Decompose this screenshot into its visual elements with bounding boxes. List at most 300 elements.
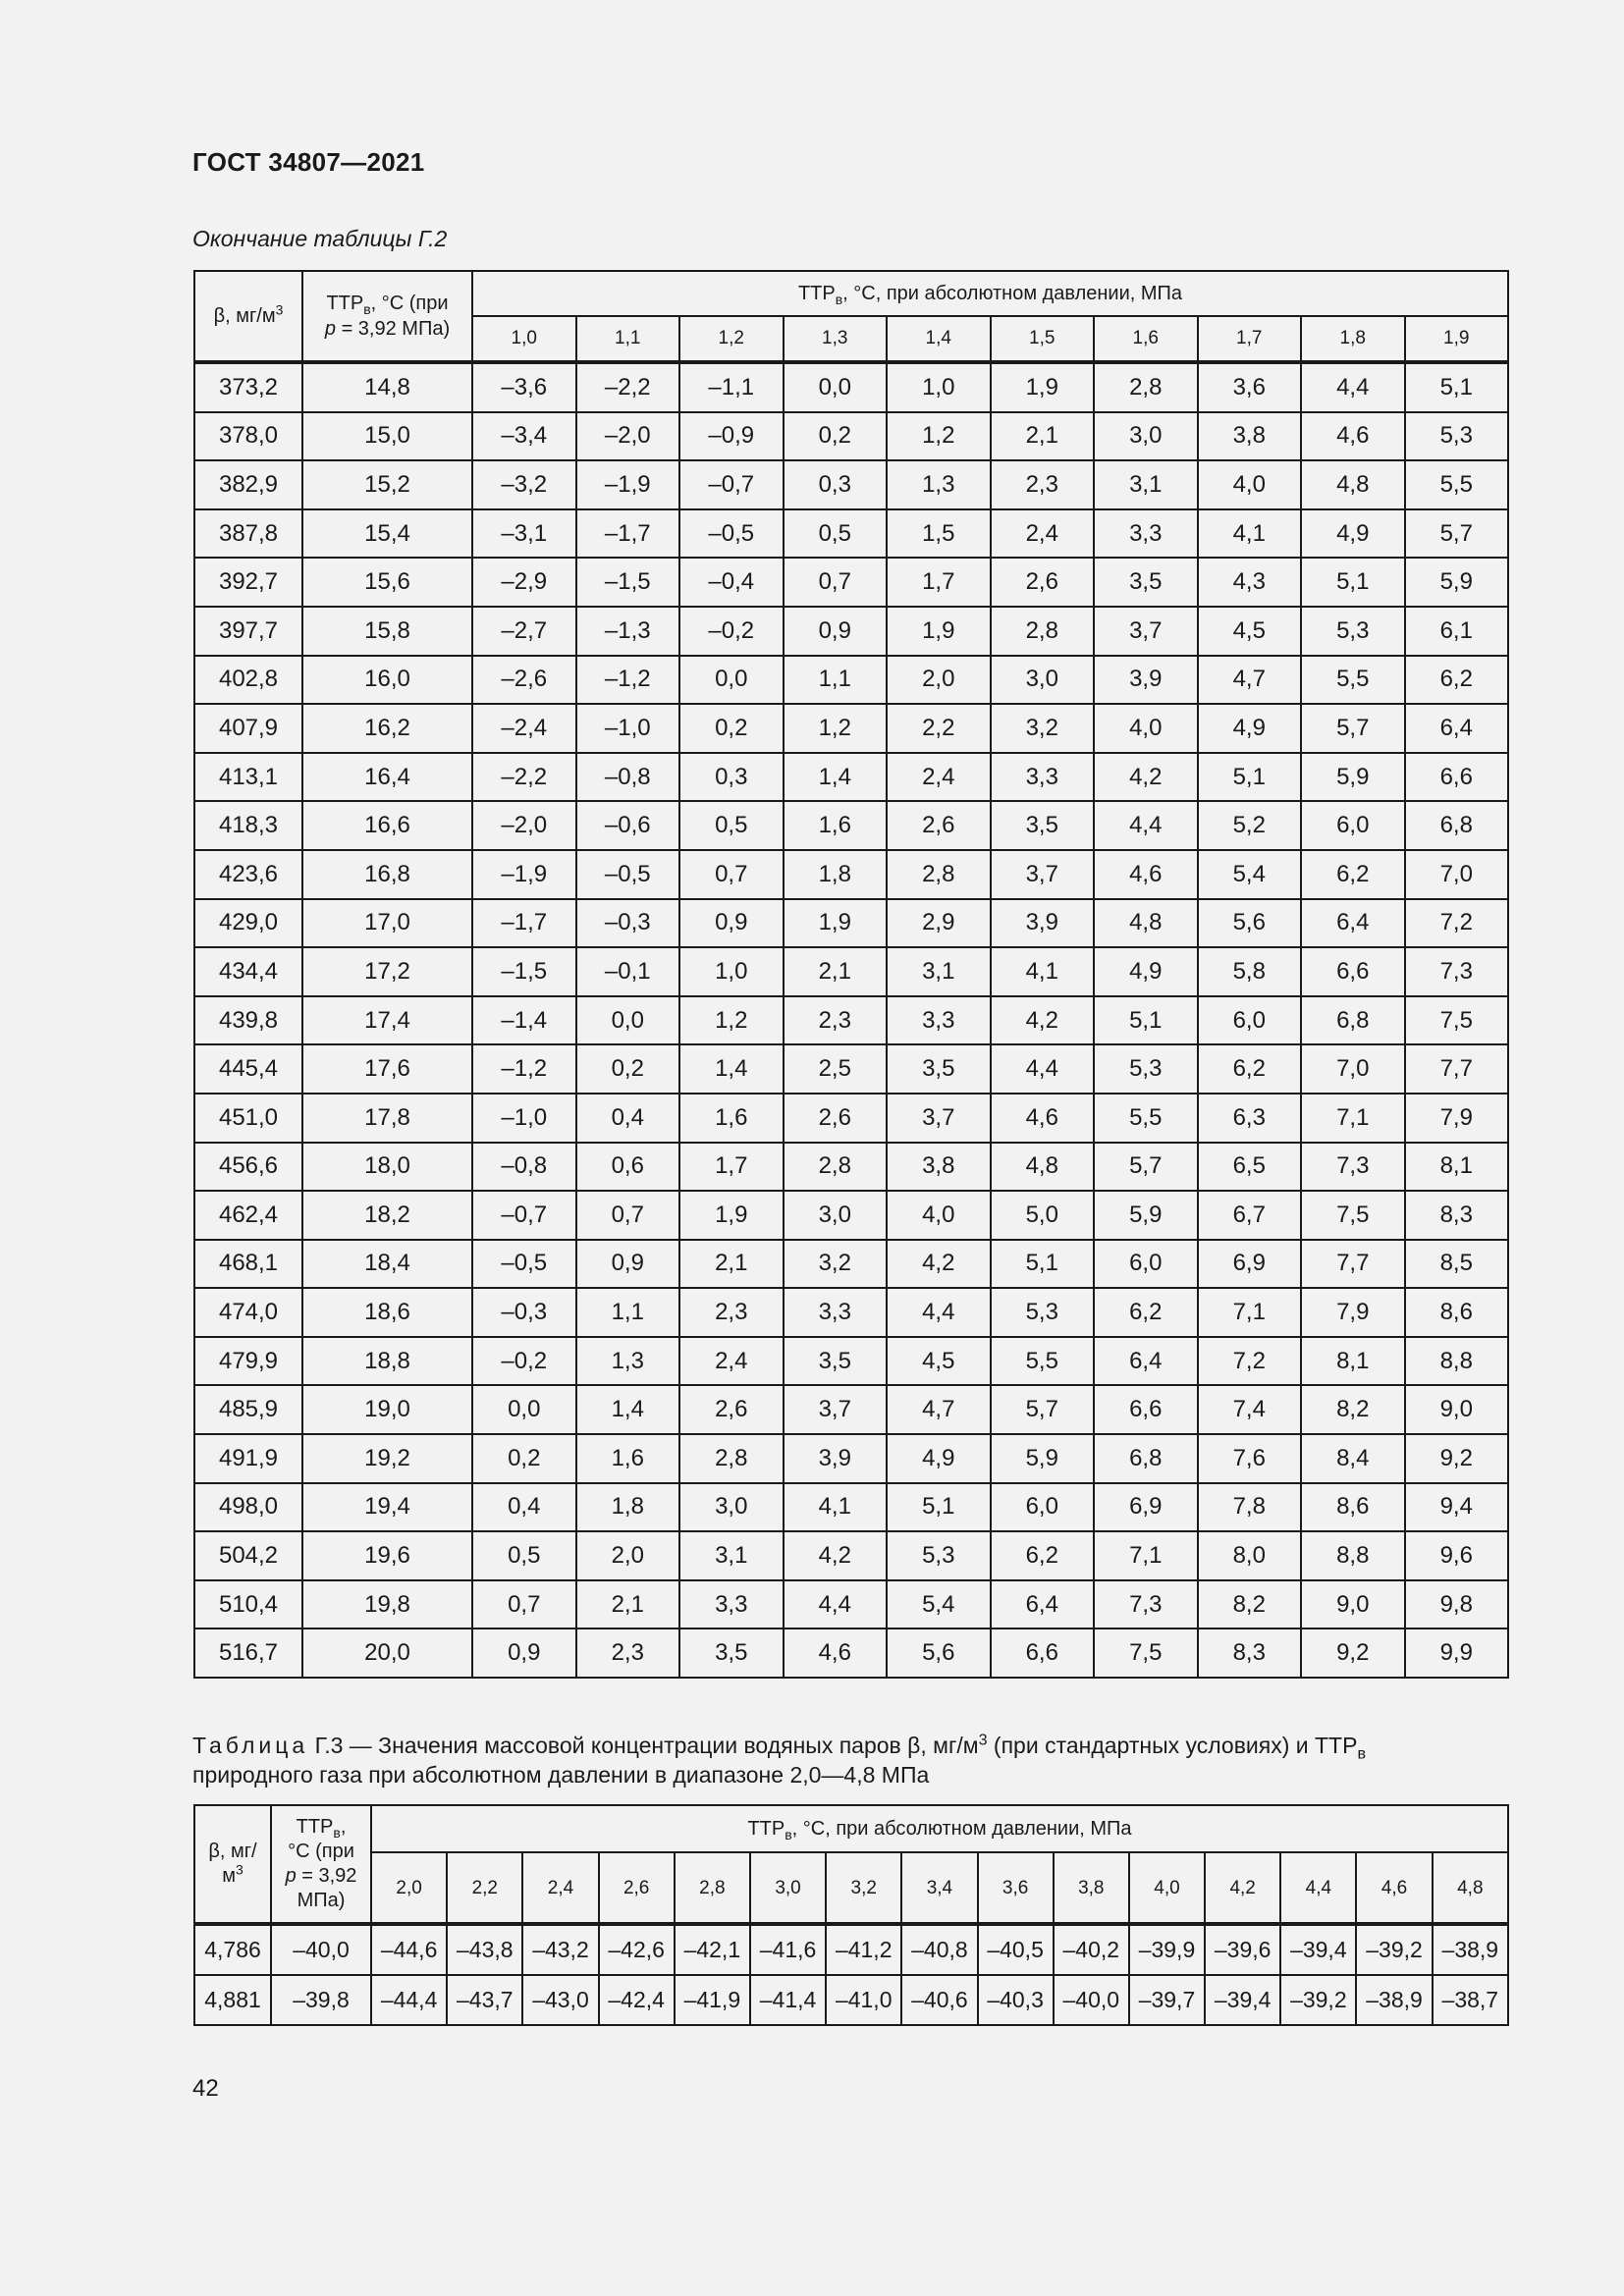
table-cell: 15,6 — [302, 558, 472, 607]
table-cell: 6,6 — [1301, 947, 1405, 996]
table-cell: 6,6 — [1094, 1385, 1198, 1434]
table-cell: 7,9 — [1405, 1094, 1509, 1143]
table-cell: –39,2 — [1280, 1975, 1356, 2025]
table-cell: 1,2 — [887, 412, 991, 461]
table-cell: 6,6 — [991, 1629, 1095, 1678]
table-cell: 3,0 — [1094, 412, 1198, 461]
table-cell: 7,3 — [1094, 1580, 1198, 1629]
table-cell: 4,4 — [784, 1580, 888, 1629]
table-cell: 1,9 — [991, 362, 1095, 412]
table-cell: 0,7 — [679, 850, 784, 899]
table-cell: 407,9 — [194, 704, 302, 753]
table-cell: 3,7 — [784, 1385, 888, 1434]
table-cell: 5,6 — [887, 1629, 991, 1678]
table-cell: 5,5 — [1405, 460, 1509, 509]
table-cell: 0,2 — [472, 1434, 576, 1483]
table-cell: 3,5 — [991, 801, 1095, 850]
table-cell: 5,0 — [991, 1191, 1095, 1240]
table-cell: 9,0 — [1301, 1580, 1405, 1629]
table-cell: 5,7 — [1094, 1143, 1198, 1192]
table-row — [194, 801, 1508, 850]
table-row — [194, 362, 1508, 412]
table-cell: 468,1 — [194, 1240, 302, 1289]
table-cell: 510,4 — [194, 1580, 302, 1629]
table-cell: 451,0 — [194, 1094, 302, 1143]
table-cell: –0,8 — [576, 753, 680, 802]
table-cell: 16,2 — [302, 704, 472, 753]
table-cell: 0,0 — [679, 656, 784, 705]
table-cell: 0,7 — [472, 1580, 576, 1629]
table-cell: 2,2 — [887, 704, 991, 753]
table-cell: –42,4 — [599, 1975, 675, 2025]
table-cell: 0,9 — [576, 1240, 680, 1289]
pressure-header: 2,8 — [675, 1852, 750, 1924]
table-cell: 4,6 — [784, 1629, 888, 1678]
table-row — [194, 850, 1508, 899]
table-cell: –3,6 — [472, 362, 576, 412]
table-cell: 4,2 — [991, 996, 1095, 1045]
table-cell: 2,3 — [784, 996, 888, 1045]
table-cell: 5,5 — [991, 1337, 1095, 1386]
table-cell: 3,5 — [784, 1337, 888, 1386]
table-cell: –39,4 — [1205, 1975, 1280, 2025]
table-row — [194, 1385, 1508, 1434]
table-cell: 1,1 — [784, 656, 888, 705]
table-cell: 4,1 — [784, 1483, 888, 1532]
table-cell: 5,3 — [1301, 607, 1405, 656]
table-row — [194, 1924, 1508, 1975]
table-cell: 6,4 — [1405, 704, 1509, 753]
table-row — [194, 1143, 1508, 1192]
table-cell: 16,8 — [302, 850, 472, 899]
table-cell: 7,1 — [1301, 1094, 1405, 1143]
pressure-header: 4,0 — [1129, 1852, 1205, 1924]
table-cell: 6,0 — [991, 1483, 1095, 1532]
table-cell: 8,6 — [1301, 1483, 1405, 1532]
table-cell: 0,2 — [679, 704, 784, 753]
table-cell: 4,3 — [1198, 558, 1302, 607]
table-row — [194, 1629, 1508, 1678]
table-row — [194, 753, 1508, 802]
table-cell: 16,0 — [302, 656, 472, 705]
table-cell: 462,4 — [194, 1191, 302, 1240]
table-cell: 18,0 — [302, 1143, 472, 1192]
table-cell: 5,3 — [887, 1531, 991, 1580]
table-cell: –42,1 — [675, 1924, 750, 1975]
pressure-header: 1,6 — [1094, 316, 1198, 362]
pressure-header: 1,0 — [472, 316, 576, 362]
table-cell: 5,9 — [1301, 753, 1405, 802]
table-cell: 6,9 — [1198, 1240, 1302, 1289]
table-cell: 5,6 — [1198, 899, 1302, 948]
table-cell: 5,1 — [1405, 362, 1509, 412]
pressure-header: 1,9 — [1405, 316, 1509, 362]
table-cell: 0,0 — [784, 362, 888, 412]
table-cell: 4,6 — [1301, 412, 1405, 461]
table-cell: –0,2 — [472, 1337, 576, 1386]
table-cell: 1,9 — [887, 607, 991, 656]
table-cell: 1,0 — [679, 947, 784, 996]
table-cell: –1,2 — [576, 656, 680, 705]
table-cell: 1,7 — [679, 1143, 784, 1192]
table-cell: 5,5 — [1094, 1094, 1198, 1143]
table1-caption: Окончание таблицы Г.2 — [192, 226, 448, 251]
table-row — [194, 1288, 1508, 1337]
table-cell: 8,4 — [1301, 1434, 1405, 1483]
table-cell: –0,5 — [472, 1240, 576, 1289]
table-cell: 15,8 — [302, 607, 472, 656]
table-cell: 2,3 — [576, 1629, 680, 1678]
table-cell: –42,6 — [599, 1924, 675, 1975]
table-cell: 6,4 — [1301, 899, 1405, 948]
table-cell: 7,7 — [1405, 1044, 1509, 1094]
table-cell: 387,8 — [194, 509, 302, 559]
table-cell: 19,0 — [302, 1385, 472, 1434]
table-cell: 7,1 — [1094, 1531, 1198, 1580]
table-cell: –43,8 — [447, 1924, 522, 1975]
table-cell: 4,1 — [991, 947, 1095, 996]
table-cell: 6,2 — [1198, 1044, 1302, 1094]
table-cell: 2,8 — [679, 1434, 784, 1483]
table-cell: –0,1 — [576, 947, 680, 996]
table-row — [194, 1191, 1508, 1240]
table-cell: –39,6 — [1205, 1924, 1280, 1975]
table-row — [194, 656, 1508, 705]
table-cell: –1,5 — [472, 947, 576, 996]
table-cell: 18,6 — [302, 1288, 472, 1337]
table-cell: 19,8 — [302, 1580, 472, 1629]
table-row — [194, 1483, 1508, 1532]
table-cell: –1,9 — [576, 460, 680, 509]
table-cell: 1,9 — [679, 1191, 784, 1240]
table-cell: 1,6 — [679, 1094, 784, 1143]
table-cell: –2,4 — [472, 704, 576, 753]
table-cell: 5,3 — [1405, 412, 1509, 461]
pressure-header: 1,3 — [784, 316, 888, 362]
table-cell: 445,4 — [194, 1044, 302, 1094]
table-cell: 3,2 — [784, 1240, 888, 1289]
table-cell: 0,4 — [472, 1483, 576, 1532]
table-cell: 8,3 — [1198, 1629, 1302, 1678]
table-cell: 4,7 — [887, 1385, 991, 1434]
table-cell: –41,0 — [826, 1975, 901, 2025]
table-cell: –0,7 — [472, 1191, 576, 1240]
table-cell: 392,7 — [194, 558, 302, 607]
table-cell: 413,1 — [194, 753, 302, 802]
table-row — [194, 1094, 1508, 1143]
table-cell: 7,6 — [1198, 1434, 1302, 1483]
table-cell: 4,5 — [887, 1337, 991, 1386]
table-cell: –39,2 — [1356, 1924, 1432, 1975]
table-cell: 6,0 — [1198, 996, 1302, 1045]
table-cell: 0,3 — [784, 460, 888, 509]
table-cell: 1,1 — [576, 1288, 680, 1337]
table-cell: –1,1 — [679, 362, 784, 412]
table-cell: 2,6 — [887, 801, 991, 850]
table-cell: 2,6 — [991, 558, 1095, 607]
table-cell: 18,2 — [302, 1191, 472, 1240]
table-cell: 373,2 — [194, 362, 302, 412]
table-cell: 8,8 — [1301, 1531, 1405, 1580]
table-cell: 3,7 — [991, 850, 1095, 899]
table-cell: 8,1 — [1301, 1337, 1405, 1386]
table-cell: 5,7 — [991, 1385, 1095, 1434]
table-cell: 0,9 — [472, 1629, 576, 1678]
table-cell: 6,3 — [1198, 1094, 1302, 1143]
table-cell: –39,9 — [1129, 1924, 1205, 1975]
table-cell: 3,3 — [991, 753, 1095, 802]
table-cell: 8,5 — [1405, 1240, 1509, 1289]
table-cell: 8,2 — [1198, 1580, 1302, 1629]
table-cell: 2,3 — [679, 1288, 784, 1337]
table-cell: 2,4 — [887, 753, 991, 802]
table-row — [194, 460, 1508, 509]
table-row — [194, 607, 1508, 656]
table-cell: 3,1 — [1094, 460, 1198, 509]
table-cell: 3,2 — [991, 704, 1095, 753]
table-cell: –0,6 — [576, 801, 680, 850]
table-cell: –2,6 — [472, 656, 576, 705]
table-cell: 0,2 — [576, 1044, 680, 1094]
table-cell: 3,0 — [991, 656, 1095, 705]
table-cell: –40,6 — [901, 1975, 977, 2025]
pressure-header: 1,8 — [1301, 316, 1405, 362]
table-cell: 7,5 — [1405, 996, 1509, 1045]
pressure-header: 4,8 — [1433, 1852, 1508, 1924]
page-number: 42 — [192, 2075, 219, 2102]
table-cell: –40,2 — [1054, 1924, 1129, 1975]
table-cell: 0,7 — [576, 1191, 680, 1240]
table-row — [194, 899, 1508, 948]
table-row — [194, 704, 1508, 753]
table-cell: 0,5 — [784, 509, 888, 559]
pressure-header: 2,4 — [522, 1852, 598, 1924]
table-cell: –2,7 — [472, 607, 576, 656]
table-cell: 7,4 — [1198, 1385, 1302, 1434]
table-cell: 17,4 — [302, 996, 472, 1045]
table-cell: 1,2 — [679, 996, 784, 1045]
table-cell: –0,8 — [472, 1143, 576, 1192]
table-cell: 6,8 — [1094, 1434, 1198, 1483]
table-cell: –40,8 — [901, 1924, 977, 1975]
table-cell: 2,4 — [991, 509, 1095, 559]
table-cell: –38,7 — [1433, 1975, 1508, 2025]
table-cell: –1,0 — [472, 1094, 576, 1143]
table-cell: 8,0 — [1198, 1531, 1302, 1580]
table-cell: 4,786 — [194, 1924, 271, 1975]
table-cell: 4,4 — [1301, 362, 1405, 412]
table-cell: 16,6 — [302, 801, 472, 850]
table-cell: 4,9 — [1301, 509, 1405, 559]
table-cell: 7,8 — [1198, 1483, 1302, 1532]
table-cell: 4,0 — [1094, 704, 1198, 753]
table-cell: 5,2 — [1198, 801, 1302, 850]
table-row — [194, 996, 1508, 1045]
table-cell: 1,4 — [784, 753, 888, 802]
table-cell: 6,2 — [991, 1531, 1095, 1580]
pressure-header: 1,5 — [991, 316, 1095, 362]
table-cell: –39,8 — [271, 1975, 371, 2025]
table-cell: 19,6 — [302, 1531, 472, 1580]
pressure-header: 4,6 — [1356, 1852, 1432, 1924]
pressure-header: 3,0 — [750, 1852, 826, 1924]
table-cell: 2,1 — [576, 1580, 680, 1629]
table-cell: 2,4 — [679, 1337, 784, 1386]
table-cell: 3,3 — [1094, 509, 1198, 559]
table-cell: 4,1 — [1198, 509, 1302, 559]
table-cell: 2,6 — [679, 1385, 784, 1434]
table-cell: 2,0 — [576, 1531, 680, 1580]
table-cell: 2,3 — [991, 460, 1095, 509]
table-cell: 0,4 — [576, 1094, 680, 1143]
table-cell: 3,7 — [1094, 607, 1198, 656]
pressure-header: 3,8 — [1054, 1852, 1129, 1924]
table-cell: –0,5 — [576, 850, 680, 899]
table-cell: 6,2 — [1301, 850, 1405, 899]
table-cell: 0,5 — [472, 1531, 576, 1580]
table-cell: 6,2 — [1094, 1288, 1198, 1337]
table-cell: 1,7 — [887, 558, 991, 607]
table-cell: –1,3 — [576, 607, 680, 656]
column-header-ttp-base: $ТТР_в$, °С (при р = 3,92 МПа) — [302, 271, 472, 362]
table-cell: 7,5 — [1301, 1191, 1405, 1240]
table-cell: 0,9 — [679, 899, 784, 948]
table-cell: 516,7 — [194, 1629, 302, 1678]
table-cell: 402,8 — [194, 656, 302, 705]
table-cell: 397,7 — [194, 607, 302, 656]
table-cell: 0,2 — [784, 412, 888, 461]
table-cell: 7,5 — [1094, 1629, 1198, 1678]
table-cell: 3,7 — [887, 1094, 991, 1143]
table-cell: 4,4 — [1094, 801, 1198, 850]
table-cell: 5,1 — [1198, 753, 1302, 802]
table-cell: 17,8 — [302, 1094, 472, 1143]
table-cell: 6,4 — [991, 1580, 1095, 1629]
table-cell: 17,6 — [302, 1044, 472, 1094]
table-cell: 0,3 — [679, 753, 784, 802]
table-cell: 8,8 — [1405, 1337, 1509, 1386]
table-cell: 3,1 — [887, 947, 991, 996]
table-cell: 423,6 — [194, 850, 302, 899]
pressure-header: 4,2 — [1205, 1852, 1280, 1924]
table-cell: 5,1 — [991, 1240, 1095, 1289]
table-cell: 6,0 — [1301, 801, 1405, 850]
table-cell: 382,9 — [194, 460, 302, 509]
table-cell: 2,1 — [991, 412, 1095, 461]
table-cell: –41,9 — [675, 1975, 750, 2025]
table-cell: 429,0 — [194, 899, 302, 948]
table-cell: 0,0 — [576, 996, 680, 1045]
table-cell: –0,9 — [679, 412, 784, 461]
table-cell: 2,9 — [887, 899, 991, 948]
table-cell: –1,0 — [576, 704, 680, 753]
table-cell: –1,9 — [472, 850, 576, 899]
pressure-header: 3,4 — [901, 1852, 977, 1924]
pressure-header: 2,0 — [371, 1852, 447, 1924]
pressure-header: 1,4 — [887, 316, 991, 362]
table-cell: 6,7 — [1198, 1191, 1302, 1240]
table-cell: 439,8 — [194, 996, 302, 1045]
table-cell: 0,5 — [679, 801, 784, 850]
table-cell: 7,3 — [1301, 1143, 1405, 1192]
table-cell: 1,6 — [784, 801, 888, 850]
table-cell: –41,6 — [750, 1924, 826, 1975]
table-cell: 0,9 — [784, 607, 888, 656]
table-cell: 5,9 — [991, 1434, 1095, 1483]
table-cell: –2,0 — [472, 801, 576, 850]
table-row — [194, 1044, 1508, 1094]
table-cell: 5,9 — [1405, 558, 1509, 607]
table-row — [194, 558, 1508, 607]
table-cell: 5,8 — [1198, 947, 1302, 996]
table-cell: 19,4 — [302, 1483, 472, 1532]
table-row — [194, 1337, 1508, 1386]
table-cell: 9,8 — [1405, 1580, 1509, 1629]
table-cell: 434,4 — [194, 947, 302, 996]
table-cell: 7,2 — [1198, 1337, 1302, 1386]
table-cell: 7,2 — [1405, 899, 1509, 948]
table-cell: 4,4 — [991, 1044, 1095, 1094]
table-cell: 6,8 — [1405, 801, 1509, 850]
table-cell: –1,4 — [472, 996, 576, 1045]
table-cell: 4,8 — [991, 1143, 1095, 1192]
table-cell: 378,0 — [194, 412, 302, 461]
table-cell: 6,9 — [1094, 1483, 1198, 1532]
pressure-header: 4,4 — [1280, 1852, 1356, 1924]
table-cell: 3,0 — [784, 1191, 888, 1240]
table-cell: 1,5 — [887, 509, 991, 559]
table-cell: 7,1 — [1198, 1288, 1302, 1337]
table-row — [194, 947, 1508, 996]
table-cell: –40,0 — [1054, 1975, 1129, 2025]
table-cell: 1,4 — [679, 1044, 784, 1094]
table-cell: 7,3 — [1405, 947, 1509, 996]
table-cell: 3,8 — [1198, 412, 1302, 461]
table-row — [194, 1975, 1508, 2025]
table-cell: 4,881 — [194, 1975, 271, 2025]
table-cell: 1,9 — [784, 899, 888, 948]
table-row — [194, 412, 1508, 461]
table-cell: 5,1 — [1094, 996, 1198, 1045]
table-cell: 5,9 — [1094, 1191, 1198, 1240]
table-cell: 7,0 — [1405, 850, 1509, 899]
table-cell: 0,7 — [784, 558, 888, 607]
table-cell: 3,5 — [1094, 558, 1198, 607]
pressure-header: 1,1 — [576, 316, 680, 362]
table-cell: –40,5 — [978, 1924, 1054, 1975]
table-cell: –44,6 — [371, 1924, 447, 1975]
table-cell: 3,6 — [1198, 362, 1302, 412]
table-cell: –0,2 — [679, 607, 784, 656]
table-g3 — [193, 1804, 1509, 2026]
document-code: ГОСТ 34807—2021 — [192, 147, 425, 177]
table-cell: 1,3 — [887, 460, 991, 509]
pressure-header: 3,2 — [826, 1852, 901, 1924]
pressure-header: 3,6 — [978, 1852, 1054, 1924]
table-cell: 5,7 — [1301, 704, 1405, 753]
table-cell: –1,5 — [576, 558, 680, 607]
table-g2-continuation — [193, 270, 1509, 1679]
table-cell: 5,1 — [887, 1483, 991, 1532]
table-cell: 7,7 — [1301, 1240, 1405, 1289]
table-cell: 9,6 — [1405, 1531, 1509, 1580]
table-cell: 4,2 — [1094, 753, 1198, 802]
table-cell: –43,2 — [522, 1924, 598, 1975]
table-cell: 3,3 — [887, 996, 991, 1045]
table-cell: 17,2 — [302, 947, 472, 996]
table-cell: 15,2 — [302, 460, 472, 509]
table-cell: –41,4 — [750, 1975, 826, 2025]
